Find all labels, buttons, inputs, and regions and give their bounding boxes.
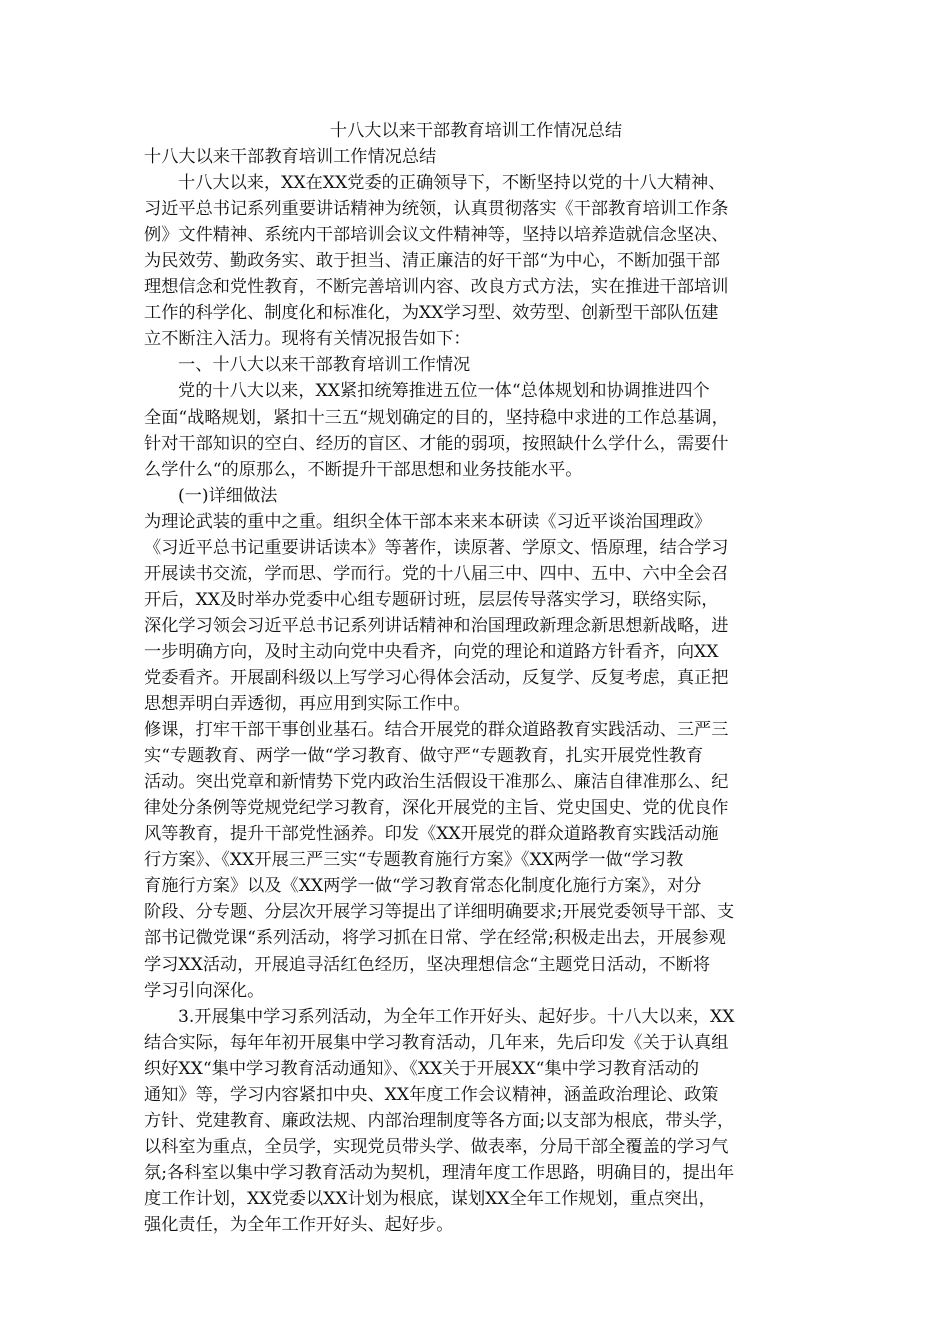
paragraph-line: 一步明确方向，及时主动向党中央看齐，向党的理论和道路方针看齐，向XX xyxy=(144,641,719,662)
paragraph-line: 3.开展集中学习系列活动，为全年工作开好头、起好步。十八大以来，XX xyxy=(178,1006,735,1027)
paragraph-line: 为理论武装的重中之重。组织全体干部本来来本研读《习近平谈治国理政》 xyxy=(144,511,712,532)
intro-paragraph xyxy=(144,170,808,352)
paragraph-line: 开展读书交流，学而思、学而行。党的十八届三中、四中、五中、六中全会召 xyxy=(144,563,729,584)
paragraph-line: 部书记微党课“系列活动，将学习抓在日常、学在经常;积极走出去，开展参观 xyxy=(144,928,726,949)
paragraph-line: 例》文件精神、系统内干部培训会议文件精神等，坚持以培养造就信念坚决、 xyxy=(144,225,729,246)
paragraph-line: 工作的科学化、制度化和标准化，为XX学习型、效劳型、创新型干部队伍建 xyxy=(144,303,719,324)
paragraph-line: 开后，XX及时举办党委中心组专题研讨班，层层传导落实学习，联络实际， xyxy=(144,589,719,610)
paragraph-line: 习近平总书记系列重要讲话精神为统领，认真贯彻落实《干部教育培训工作条 xyxy=(144,199,729,220)
paragraph-line: 阶段、分专题、分层次开展学习等提出了详细明确要求;开展党委领导干部、支 xyxy=(144,902,735,923)
paragraph-line: 方针、党建教育、廉政法规、内部治理制度等各方面;以支部为根底，带头学， xyxy=(144,1110,735,1131)
subsection-heading: (一)详细做法 xyxy=(178,485,278,506)
paragraph-line: 针对干部知识的空白、经历的盲区、才能的弱项，按照缺什么学什么，需要什 xyxy=(144,433,729,454)
theory-paragraph xyxy=(144,509,808,717)
paragraph-line: 党的十八大以来，XX紧扣统筹推进五位一体“总体规划和协调推进四个 xyxy=(178,381,710,402)
paragraph-line: 以科室为重点，全员学，实现党员带头学、做表率，分局干部全覆盖的学习气 xyxy=(144,1136,729,1157)
paragraph-line: 律处分条例等党规党纪学习教育，深化开展党的主旨、党史国史、党的优良作 xyxy=(144,798,729,819)
paragraph-line: 党委看齐。开展副科级以上写学习心得体会活动，反复学、反复考虑，真正把 xyxy=(144,667,729,688)
paragraph-line: 立不断注入活力。现将有关情况报告如下： xyxy=(144,329,471,350)
paragraph-line: 风等教育，提升干部党性涵养。印发《XX开展党的群众道路教育实践活动施 xyxy=(144,824,719,845)
paragraph-line: 活动。突出党章和新情势下党内政治生活假设干准那么、廉洁自律准那么、纪 xyxy=(144,772,729,793)
document-page xyxy=(144,118,808,1238)
paragraph-line: 氛;各科室以集中学习教育活动为契机，理清年度工作思路，明确目的，提出年 xyxy=(144,1162,735,1183)
paragraph-line: 学习引向深化。 xyxy=(144,980,265,1001)
paragraph-line: 全面“战略规划，紧扣十三五“规划确定的目的，坚持稳中求进的工作总基调， xyxy=(144,407,729,428)
party-paragraph xyxy=(144,717,808,1004)
document-subtitle: 十八大以来干部教育培训工作情况总结 xyxy=(144,147,437,168)
paragraph-line: 织好XX“集中学习教育活动通知》、《XX关于开展XX“集中学习教育活动的 xyxy=(144,1058,700,1079)
paragraph-line: 实“专题教育、两学一做“学习教育、做守严“专题教育，扎实开展党性教育 xyxy=(144,746,704,767)
paragraph-line: 理想信念和党性教育，不断完善培训内容、改良方式方法，实在推进干部培训 xyxy=(144,277,729,298)
paragraph-line: 行方案》、《XX开展三严三实“专题教育施行方案》《XX两学一做“学习教 xyxy=(144,850,684,871)
paragraph-line: 十八大以来，XX在XX党委的正确领导下，不断坚持以党的十八大精神、 xyxy=(178,173,726,194)
paragraph-line: 通知》等，学习内容紧扣中央、XX年度工作会议精神，涵盖政治理论、政策 xyxy=(144,1084,719,1105)
paragraph-line: 度工作计划，XX党委以XX计划为根底，谋划XX全年工作规划，重点突出， xyxy=(144,1188,716,1209)
paragraph-line: 修课，打牢干部干事创业基石。结合开展党的群众道路教育实践活动、三严三 xyxy=(144,720,729,741)
document-title: 十八大以来干部教育培训工作情况总结 xyxy=(329,121,623,141)
paragraph-line: 《习近平总书记重要讲话读本》等著作，读原著、学原文、悟原理，结合学习 xyxy=(144,537,729,558)
paragraph-line: 学习XX活动，开展追寻活红色经历，坚决理想信念“主题党日活动，不断将 xyxy=(144,954,711,975)
paragraph-line: 结合实际，每年年初开展集中学习教育活动，几年来，先后印发《关于认真组 xyxy=(144,1032,729,1053)
paragraph-line: 思想弄明白弄透彻，再应用到实际工作中。 xyxy=(144,694,471,715)
paragraph-line: 为民效劳、勤政务实、敢于担当、清正廉洁的好干部“为中心，不断加强干部 xyxy=(144,251,720,272)
item3-paragraph xyxy=(144,1004,808,1238)
paragraph-line: 强化责任，为全年工作开好头、起好步。 xyxy=(144,1214,454,1235)
paragraph-line: 深化学习领会习近平总书记系列讲话精神和治国理政新理念新思想新战略，进 xyxy=(144,615,729,636)
paragraph-line: 育施行方案》以及《XX两学一做“学习教育常态化制度化施行方案》，对分 xyxy=(144,876,702,897)
section-heading: 一、十八大以来干部教育培训工作情况 xyxy=(178,355,471,376)
paragraph-line: 么学什么“的原那么，不断提升干部思想和业务技能水平。 xyxy=(144,459,583,480)
section1-paragraph xyxy=(144,378,808,482)
